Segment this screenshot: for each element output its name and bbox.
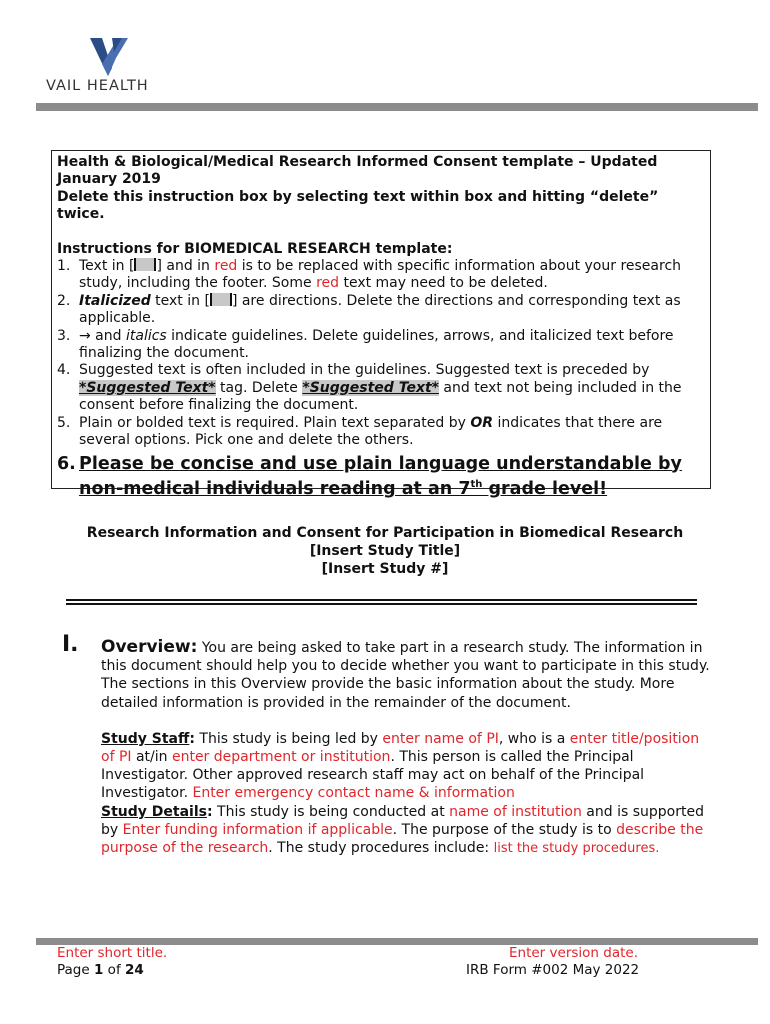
overview-section (101, 638, 711, 858)
page-number: Page 1 of 24 (57, 962, 144, 978)
study-title-placeholder: [Insert Study Title] (309, 543, 461, 559)
instruction-item: 2. Italicized text in [ ] are directions. Delete the directions and corresponding text as applicable. (57, 292, 681, 327)
study-number-placeholder: [Insert Study #] (321, 561, 449, 577)
instruction-delete-note: Delete this instruction box by selecting text within box and hitting “delete” twice. (57, 188, 659, 223)
placeholder-box (134, 258, 156, 271)
footer-short-title: Enter short title. (57, 945, 168, 961)
section-number: I. (62, 632, 79, 657)
title-divider (66, 599, 697, 601)
instruction-item: 1. Text in [ ] and in red is to be replaced with specific information about your research study, including the footer. Some red text may need to be deleted. (57, 258, 682, 292)
header-divider (36, 103, 758, 111)
instruction-item: 4. Suggested text is often included in the guidelines. Suggested text is preceded by *Suggested Text* tag. Delete *Suggested Text* and text not being included in the consent before finalizing the document. (57, 362, 682, 414)
study-details-paragraph: Study Details: This study is being conducted at name of institution and is supported by Enter funding information if applicable. The purpose of the study is to describe the purpose of the research. The study procedures include: list the study procedures. (101, 803, 704, 857)
overview-paragraph: Overview: You are being asked to take part in a research study. The information in this document should help you to decide whether you want to participate in this study. The sections in this Overview provide the basic information about the study. More detailed information is provided in the remainder of the document. (101, 637, 710, 711)
suggested-text-tag: *Suggested Text* (302, 379, 439, 396)
title-divider (66, 603, 697, 605)
logo-text: VAIL HEALTH (46, 78, 149, 94)
study-staff-paragraph: Study Staff: This study is being led by enter name of PI, who is a enter title/position of PI at/in enter department or institution. This person is called the Principal Investigator. Other approved research staff may act on behalf of the Principal Investigator. Enter emergency contact name & information (101, 730, 700, 802)
instruction-content (57, 154, 707, 500)
instruction-item: 3. → and italics indicate guidelines. Delete guidelines, arrows, and italicized text before finalizing the document. (57, 327, 674, 362)
instruction-item: 6. Please be concise and use plain language understandable by non-medical individuals reading at an 7th grade level! (57, 453, 682, 500)
instruction-item: 5. Plain or bolded text is required. Plain text separated by OR indicates that there are several options. Pick one and delete the others. (57, 414, 663, 449)
instruction-heading: Instructions for BIOMEDICAL RESEARCH template: (57, 240, 453, 257)
study-details-label: Study Details (101, 803, 207, 820)
document-title: Research Information and Consent for Participation in Biomedical Research (86, 525, 684, 541)
placeholder-box (210, 293, 232, 306)
overview-heading: Overview: (101, 637, 198, 657)
footer-form-id: IRB Form #002 May 2022 (466, 962, 640, 978)
footer-divider (36, 938, 758, 945)
footer-version-date: Enter version date. (509, 945, 638, 961)
suggested-text-tag: *Suggested Text* (79, 379, 216, 396)
arrow-icon: → (79, 327, 91, 344)
instruction-title: Health & Biological/Medical Research Informed Consent template – Updated January 2019 (57, 154, 658, 188)
study-staff-label: Study Staff (101, 730, 190, 747)
instruction-list (57, 258, 707, 500)
